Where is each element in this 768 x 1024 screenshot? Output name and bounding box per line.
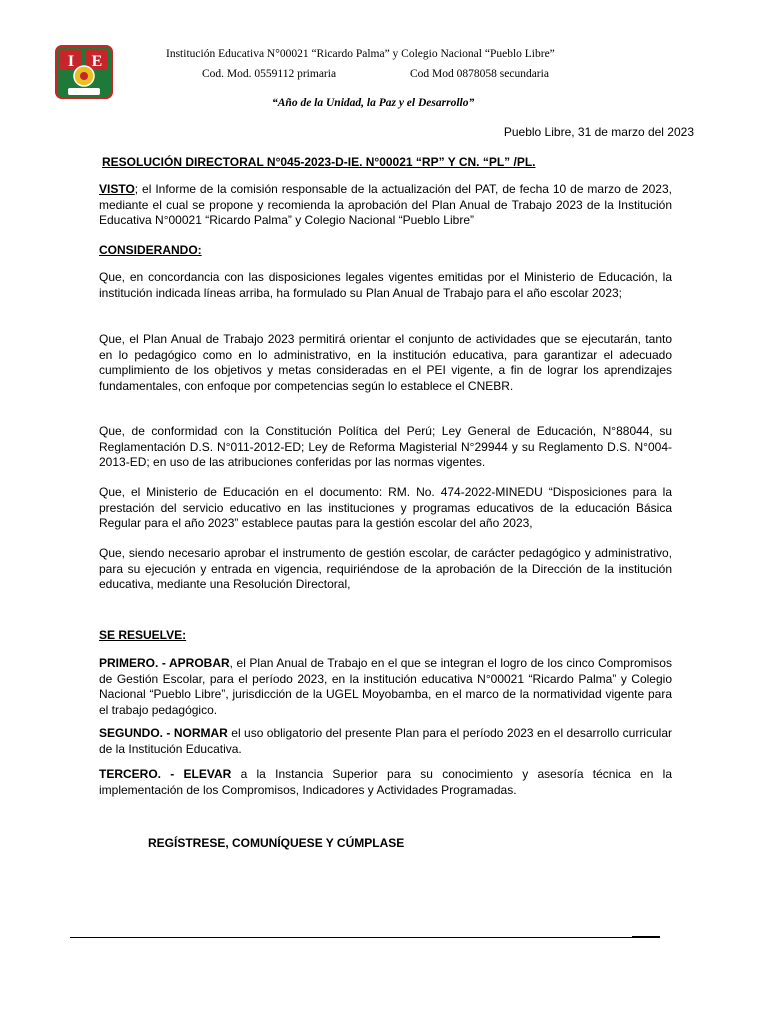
visto-paragraph	[99, 182, 672, 229]
article-primero	[99, 656, 672, 718]
tercero-text: a la Instancia Superior para su conocimiento y asesoría técnica en la implementación de los Compromisos, Indicadores y Actividades Programadas.	[99, 767, 672, 797]
visto-text: ; el Informe de la comisión responsable de la actualización del PAT, de fecha 10 de marzo de 2023, mediante el cual se propone y recomienda la aprobación del Plan Anual de Trabajo 2023 de la Institución Educativa N°00021 “Ricardo Palma” y Colegio Nacional “Pueblo Libre”	[99, 182, 672, 228]
considerando-paragraph: Que, el Plan Anual de Trabajo 2023 permitirá orientar el conjunto de actividades que se ejecutarán, tanto en lo pedagógico como en lo administrativo, en la institución educativa, para garantizar el adecuado cumplimiento de los objetivos y metas consideradas en el PEI vigente, a fin de lograr los aprendizajes fundamentales, con enfoque por competencias según lo establece el CNEBR.	[99, 332, 672, 393]
resolution-title: RESOLUCIÓN DIRECTORAL N°045-2023-D-IE. N°00021 “RP” Y CN. “PL” /PL.	[102, 155, 536, 169]
year-motto: “Año de la Unidad, la Paz y el Desarrollo”	[272, 97, 475, 109]
considerando-paragraph: Que, el Ministerio de Educación en el documento: RM. No. 474-2022-MINEDU “Disposiciones para la prestación del servicio educativo en las instituciones y programas educativos de la educación Básica Regular para el año 2023” establece pautas para la gestión escolar del año 2023,	[99, 485, 672, 531]
svg-text:I: I	[67, 53, 75, 70]
considerando-paragraph: Que, en concordancia con las disposiciones legales vigentes emitidas por el Ministerio de Educación, la institución indicada líneas arriba, ha formulado su Plan Anual de Trabajo para el año escolar 2023;	[99, 270, 672, 300]
codmod-secundaria: Cod Mod 0878058 secundaria	[410, 68, 549, 80]
article-tercero	[99, 767, 672, 798]
article-segundo	[99, 726, 672, 757]
segundo-text: el uso obligatorio del presente Plan para el período 2023 en el desarrollo curricular de la Institución Educativa.	[99, 726, 672, 756]
institution-name: Institución Educativa N°00021 “Ricardo Palma” y Colegio Nacional “Pueblo Libre”	[166, 48, 555, 60]
signature-line-mark	[632, 936, 660, 938]
place-date: Pueblo Libre, 31 de marzo del 2023	[503, 125, 694, 139]
primero-label: PRIMERO. - APROBAR	[99, 656, 230, 670]
considerando-paragraph: Que, siendo necesario aprobar el instrumento de gestión escolar, de carácter pedagógico y administrativo, para su ejecución y entrada en vigencia, requiriéndose de la aprobación de la Dirección de la institución educativa, mediante una Resolución Directoral,	[99, 546, 672, 592]
closing-formula: REGÍSTRESE, COMUNÍQUESE Y CÚMPLASE	[148, 836, 405, 850]
svg-text:E: E	[91, 53, 103, 70]
tercero-label: TERCERO. - ELEVAR	[99, 767, 232, 781]
signature-line	[70, 937, 660, 938]
segundo-label: SEGUNDO. - NORMAR	[99, 726, 228, 740]
primero-text: , el Plan Anual de Trabajo en el que se integran el logro de los cinco Compromisos de Gestión Escolar, para el período 2023, en la institución educativa N°00021 “Ricardo Palma” y Colegio Nacional “Pueblo Libre”, jurisdicción de la UGEL Moyobamba, en el marco de la normatividad vigente para el trabajo pedagógico.	[99, 656, 672, 717]
resuelve-heading: SE RESUELVE:	[99, 628, 187, 642]
considerando-heading: CONSIDERANDO:	[99, 243, 202, 257]
school-logo-icon	[54, 44, 114, 100]
codmod-primaria: Cod. Mod. 0559112 primaria	[202, 68, 337, 80]
considerando-paragraph: Que, de conformidad con la Constitución Política del Perú; Ley General de Educación, N°88044, su Reglamentación D.S. N°011-2012-ED; Ley de Reforma Magisterial N°29944 y su Reglamento D.S. N°004-2013-ED; en uso de las atribuciones conferidas por las normas vigentes.	[99, 424, 672, 470]
visto-label: VISTO	[99, 182, 135, 196]
